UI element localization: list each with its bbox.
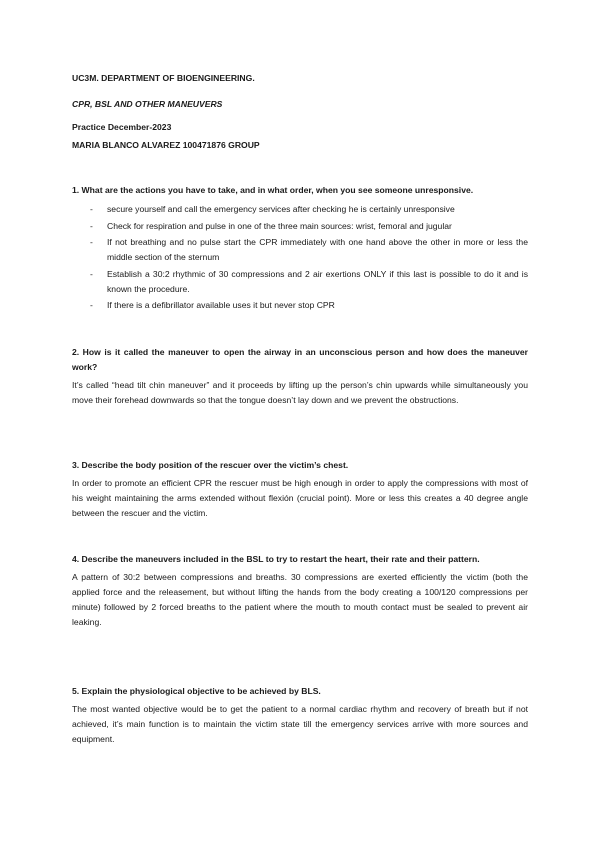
answer-2-text: It’s called “head tilt chin maneuver” and it proceeds by lifting up the person’s chin upwards while simultaneously you move their forehead downwards so that the tongue doesn’t lay down and we prevent the obstructions. [72, 380, 528, 405]
question-5-text: 5. Explain the physiological objective to be achieved by BLS. [72, 686, 321, 696]
question-3-text: 3. Describe the body position of the rescuer over the victim’s chest. [72, 460, 349, 470]
question-4-text: 4. Describe the maneuvers included in the BSL to try to restart the heart, their rate and their pattern. [72, 554, 480, 564]
question-1-section [72, 183, 528, 315]
question-2-text: 2. How is it called the maneuver to open the airway in an unconscious person and how does the maneuver work? [72, 347, 528, 372]
list-item: - If not breathing and no pulse start the CPR immediately with one hand above the other in more or less the middle section of the sternum [72, 235, 528, 265]
list-item: - secure yourself and call the emergency services after checking he is certainly unresponsive [72, 202, 528, 217]
answer-5-text: The most wanted objective would be to get the patient to a normal cardiac rhythm and recovery of breath but if not achieved, it’s main function is to maintain the victim state till the emergency services arrive with more sources and equipment. [72, 704, 528, 744]
question-5-section [72, 684, 528, 747]
answer-3-text: In order to promote an efficient CPR the rescuer must be high enough in order to apply the compressions with most of his weight maintaining the arms extended without flexión (crucial point). More or less this creates a 40 degree angle between the rescuer and the victim. [72, 478, 528, 518]
question-1-text: 1. What are the actions you have to take, and in what order, when you see someone unresponsive. [72, 185, 474, 195]
department-heading: UC3M. DEPARTMENT OF BIOENGINEERING. [72, 73, 255, 83]
student-info: MARIA BLANCO ALVAREZ 100471876 GROUP [72, 140, 260, 150]
subject-title: CPR, BSL AND OTHER MANEUVERS [72, 99, 223, 109]
list-item: - Check for respiration and pulse in one of the three main sources: wrist, femoral and jugular [72, 219, 528, 234]
list-item: - Establish a 30:2 rhythmic of 30 compressions and 2 air exertions ONLY if this last is possible to do it and is known the procedure. [72, 267, 528, 297]
question-1-action-list [72, 202, 528, 313]
practice-date: Practice December-2023 [72, 122, 172, 132]
list-item: - If there is a defibrillator available uses it but never stop CPR [72, 298, 528, 313]
question-3-section [72, 458, 528, 521]
question-4-section [72, 552, 528, 630]
question-2-section [72, 345, 528, 408]
answer-4-text: A pattern of 30:2 between compressions and breaths. 30 compressions are exerted efficiently the victim (both the applied force and the releasement, but without lifting the hands from the body creating a 100/120 compressions per minute) followed by 2 forced breaths to the patient where the mouth to mouth contact must be sealed to prevent air leaking. [72, 572, 528, 627]
